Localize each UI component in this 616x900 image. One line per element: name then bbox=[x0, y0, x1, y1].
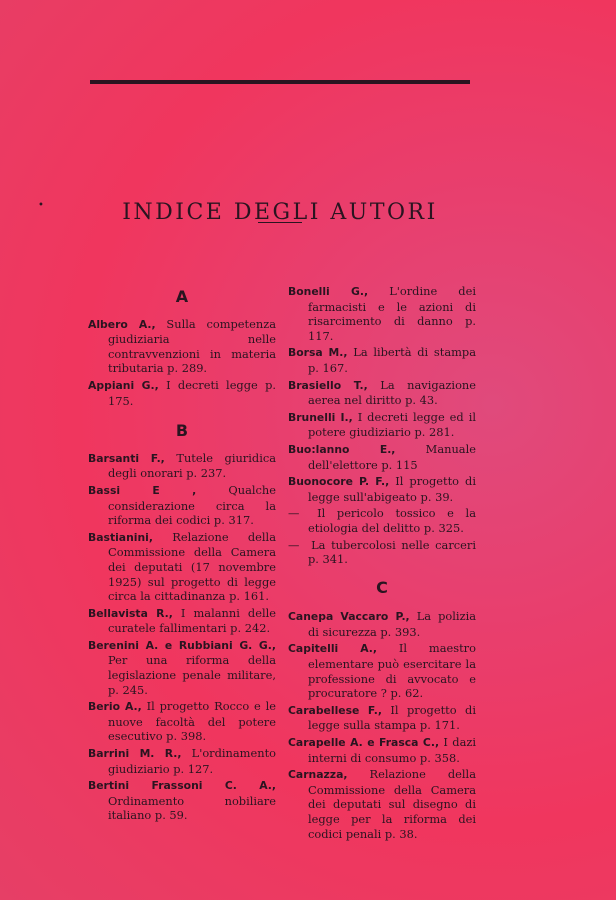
author-entry: Bastianini, Relazione della Commissione della Camera dei deputati (17 novembre 1925) sul progetto di legge circa la cittadinanza p. 161. bbox=[88, 529, 276, 604]
author-entry: Buo:lanno E., Manuale dell'elettore p. 115 bbox=[288, 441, 476, 472]
author-entry: Brunelli I., I decreti legge ed il potere giudiziario p. 281. bbox=[288, 409, 476, 440]
author-entry: Brasiello T., La navigazione aerea nel diritto p. 43. bbox=[288, 377, 477, 408]
author-entry: Barsanti F., Tutele giuridica degli onorari p. 237. bbox=[88, 450, 277, 481]
author-entry: Borsa M., La libertà di stampa p. 167. bbox=[288, 345, 476, 375]
author-entry: Carabellese F., Il progetto di legge sulla stampa p. 171. bbox=[288, 702, 476, 733]
author-entry: Bassi E , Qualche considerazione circa la riforma dei codici p. 317. bbox=[88, 482, 276, 528]
author-entry: Capitelli A., Il maestro elementare può esercitare la professione di avvocato e procuratore ? p. 62. bbox=[288, 641, 476, 701]
author-entry: Albero A., Sulla competenza giudiziaria nelle contravvenzioni in materia tributaria p. 289. bbox=[88, 316, 276, 376]
section-letter-c: C bbox=[376, 577, 388, 597]
author-entry: Berio A., Il progetto Rocco e le nuove facoltà del potere esecutivo p. 398. bbox=[88, 699, 277, 744]
page-title: INDICE DEGLI AUTORI bbox=[122, 199, 438, 225]
margin-mark: • bbox=[38, 200, 44, 211]
author-entry: Berenini A. e Rubbiani G. G., Per una riforma della legislazione penale militare, p. 245. bbox=[88, 638, 276, 697]
author-entry: Barrini M. R., L'ordinamento giudiziario p. 127. bbox=[88, 746, 276, 776]
author-entry: Buonocore P. F., Il progetto di legge sull'abigeato p. 39. bbox=[288, 474, 476, 504]
author-entry: Carnazza, Relazione della Commissione della Camera dei deputati sul disegno di legge per la riforma dei codici penali p. 38. bbox=[288, 767, 476, 841]
author-entry: Bellavista R., I malanni delle curatele fallimentari p. 242. bbox=[88, 605, 276, 636]
author-entry: Bertini Frassoni C. A., Ordinamento nobiliare italiano p. 59. bbox=[88, 779, 276, 823]
right-column bbox=[288, 284, 476, 843]
author-entry: Carapelle A. e Frasca C., I dazi interni di consumo p. 358. bbox=[288, 735, 477, 765]
section-letter-a: A bbox=[175, 287, 189, 306]
author-sub-entry: — Il pericolo tossico e la etiologia del delitto p. 325. bbox=[288, 506, 476, 535]
author-entry: Appiani G., I decreti legge p. 175. bbox=[88, 377, 277, 408]
author-sub-entry: — La tubercolosi nelle carceri p. 341. bbox=[288, 537, 476, 567]
author-entry: Canepa Vaccaro P., La polizia di sicurezza p. 393. bbox=[288, 609, 477, 639]
left-column bbox=[88, 287, 277, 825]
author-entry: Bonelli G., L'ordine dei farmacisti e le azioni di risarcimento di danno p. 117. bbox=[288, 284, 476, 343]
top-rule bbox=[90, 80, 470, 84]
section-letter-b: B bbox=[175, 421, 189, 441]
title-rule bbox=[258, 222, 302, 223]
